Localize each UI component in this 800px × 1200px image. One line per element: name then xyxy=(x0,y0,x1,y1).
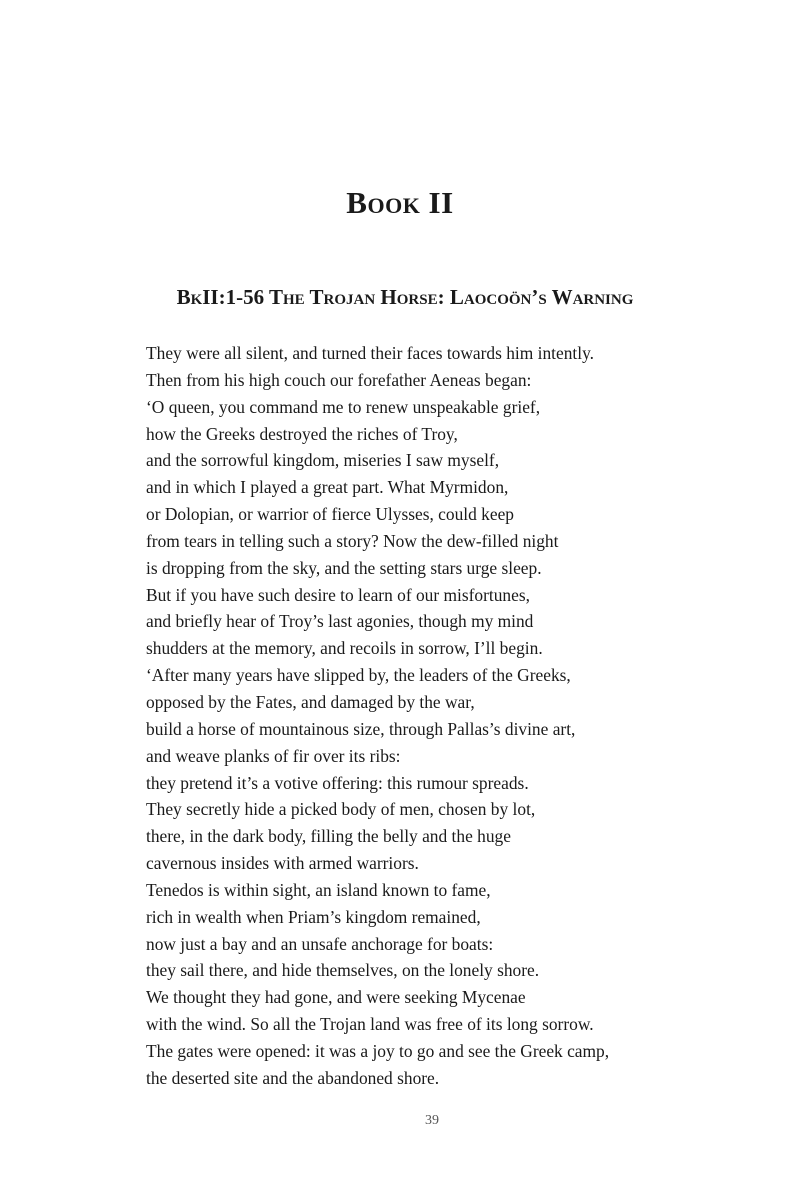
verse-line: they sail there, and hide themselves, on the lonely shore. xyxy=(146,960,540,981)
verse-line: Then from his high couch our forefather Aeneas began: xyxy=(146,369,532,390)
verse-line: They were all silent, and turned their faces towards him intently. xyxy=(146,343,594,363)
page-number: 39 xyxy=(425,1113,439,1128)
verse-line: they pretend it’s a votive offering: this rumour spreads. xyxy=(146,772,529,793)
book-title: Book II xyxy=(346,185,454,220)
verse-line: and weave planks of fir over its ribs: xyxy=(146,745,401,766)
verse-line: But if you have such desire to learn of our misfortunes, xyxy=(146,584,530,605)
verse-line: the deserted site and the abandoned shore. xyxy=(146,1067,440,1088)
verse-line: and the sorrowful kingdom, miseries I saw myself, xyxy=(146,450,500,471)
verse-line: or Dolopian, or warrior of fierce Ulysses, could keep xyxy=(146,504,514,525)
verse-line: there, in the dark body, filling the belly and the huge xyxy=(146,826,511,847)
verse-line: shudders at the memory, and recoils in sorrow, I’ll begin. xyxy=(146,638,543,659)
verse-text xyxy=(146,340,766,1092)
verse-line: ‘After many years have slipped by, the leaders of the Greeks, xyxy=(146,665,571,686)
verse-line: how the Greeks destroyed the riches of Troy, xyxy=(146,423,458,444)
verse-line: is dropping from the sky, and the setting stars urge sleep. xyxy=(146,557,542,578)
verse-line: Tenedos is within sight, an island known to fame, xyxy=(146,879,491,900)
verse-line: build a horse of mountainous size, through Pallas’s divine art, xyxy=(146,718,576,739)
verse-line: We thought they had gone, and were seeking Mycenae xyxy=(146,987,526,1008)
verse-line: with the wind. So all the Trojan land was free of its long sorrow. xyxy=(146,1014,594,1035)
section-heading: BkII:1-56 The Trojan Horse: Laocoön’s Warning xyxy=(176,285,634,309)
verse-line: rich in wealth when Priam’s kingdom remained, xyxy=(146,906,481,927)
verse-line: and briefly hear of Troy’s last agonies, though my mind xyxy=(146,611,534,632)
verse-line: cavernous insides with armed warriors. xyxy=(146,853,419,874)
verse-line: The gates were opened: it was a joy to go and see the Greek camp, xyxy=(146,1040,610,1061)
verse-line: ‘O queen, you command me to renew unspeakable grief, xyxy=(146,396,541,417)
verse-line: and in which I played a great part. What Myrmidon, xyxy=(146,477,509,498)
verse-line: opposed by the Fates, and damaged by the war, xyxy=(146,691,475,712)
verse-line: They secretly hide a picked body of men, chosen by lot, xyxy=(146,799,536,820)
verse-line: now just a bay and an unsafe anchorage for boats: xyxy=(146,933,494,954)
verse-line: from tears in telling such a story? Now the dew-filled night xyxy=(146,530,559,551)
